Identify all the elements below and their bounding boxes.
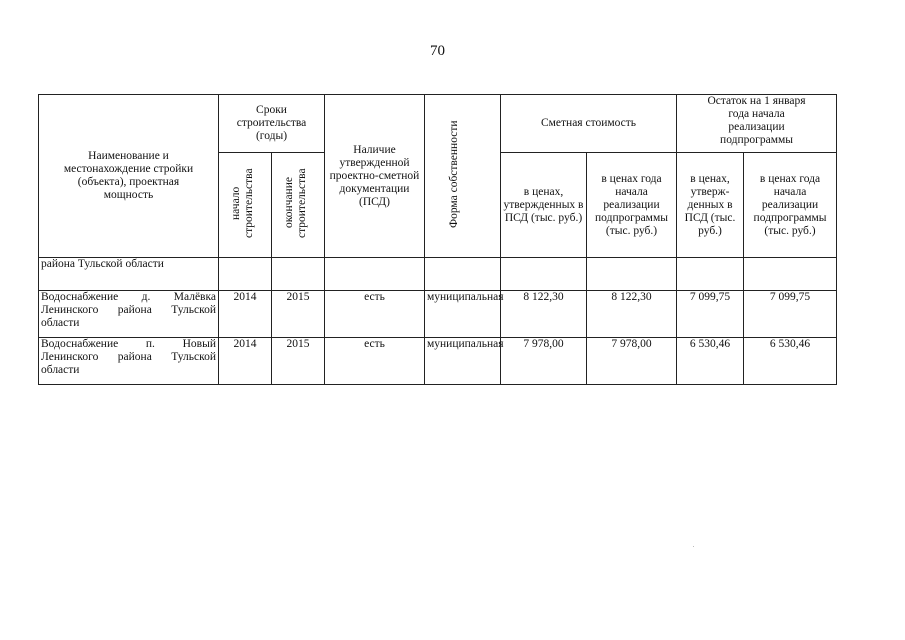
remainder-psd-value: 6 530,46 xyxy=(677,338,744,385)
remainder-start-value: 6 530,46 xyxy=(744,338,837,385)
start-year: 2014 xyxy=(219,338,272,385)
header-terms-text: Сроки строительства (годы) xyxy=(236,104,307,142)
table-row xyxy=(39,291,837,338)
header-estimate-start-text: в ценах года начала реализации подпрограммы (тыс. руб.) xyxy=(595,172,668,237)
psd-status: есть xyxy=(325,338,425,385)
psd-status: есть xyxy=(325,291,425,338)
ownership-form: муниципальная xyxy=(425,291,501,338)
header-row-top xyxy=(39,95,837,153)
empty-cell xyxy=(587,258,677,291)
header-ownership xyxy=(425,95,501,258)
page-number: 70 xyxy=(430,43,445,59)
header-estimate xyxy=(501,95,677,153)
scan-speck xyxy=(693,546,694,547)
header-start-text: начало строительства xyxy=(230,168,255,238)
header-end-text: окончание строительства xyxy=(283,168,308,238)
header-remainder-start xyxy=(744,153,837,258)
end-year: 2015 xyxy=(272,291,325,338)
end-year: 2015 xyxy=(272,338,325,385)
construction-projects-table xyxy=(38,94,837,385)
header-estimate-text: Сметная стоимость xyxy=(540,117,637,129)
project-name: Водоснабжение п. Новый Ленинского района Тульской области xyxy=(39,338,219,385)
remainder-psd-value: 7 099,75 xyxy=(677,291,744,338)
header-remainder-psd-text: в ценах, утверж-денных в ПСД (тыс. руб.) xyxy=(684,172,736,237)
empty-cell xyxy=(501,258,587,291)
header-psd-text: Наличие утвержденной проектно-сметной документации (ПСД) xyxy=(329,143,420,208)
header-estimate-psd xyxy=(501,153,587,258)
estimate-start-value: 8 122,30 xyxy=(587,291,677,338)
header-ownership-text: Форма собственности xyxy=(447,120,460,228)
remainder-start-value: 7 099,75 xyxy=(744,291,837,338)
project-name: Водоснабжение д. Малёвка Ленинского района Тульской области xyxy=(39,291,219,338)
header-remainder xyxy=(677,95,837,153)
header-terms xyxy=(219,95,325,153)
estimate-psd-value: 7 978,00 xyxy=(501,338,587,385)
empty-cell xyxy=(325,258,425,291)
empty-cell xyxy=(744,258,837,291)
empty-cell xyxy=(219,258,272,291)
header-remainder-text: Остаток на 1 января года начала реализации подпрограммы xyxy=(707,95,806,146)
header-name-text: Наименование и местонахождение стройки (объекта), проектная мощность xyxy=(63,150,194,201)
header-estimate-start xyxy=(587,153,677,258)
header-remainder-start-text: в ценах года начала реализации подпрограммы (тыс. руб.) xyxy=(753,172,827,237)
header-end xyxy=(272,153,325,258)
header-psd xyxy=(325,95,425,258)
header-estimate-psd-text: в ценах, утвержденных в ПСД (тыс. руб.) xyxy=(503,185,584,224)
estimate-start-value: 7 978,00 xyxy=(587,338,677,385)
header-name xyxy=(39,95,219,258)
continuation-row-text: района Тульской области xyxy=(39,258,219,291)
empty-cell xyxy=(272,258,325,291)
table-row xyxy=(39,338,837,385)
header-remainder-psd xyxy=(677,153,744,258)
estimate-psd-value: 8 122,30 xyxy=(501,291,587,338)
empty-cell xyxy=(677,258,744,291)
empty-cell xyxy=(425,258,501,291)
header-start xyxy=(219,153,272,258)
start-year: 2014 xyxy=(219,291,272,338)
continuation-row xyxy=(39,258,837,291)
ownership-form: муниципальная xyxy=(425,338,501,385)
